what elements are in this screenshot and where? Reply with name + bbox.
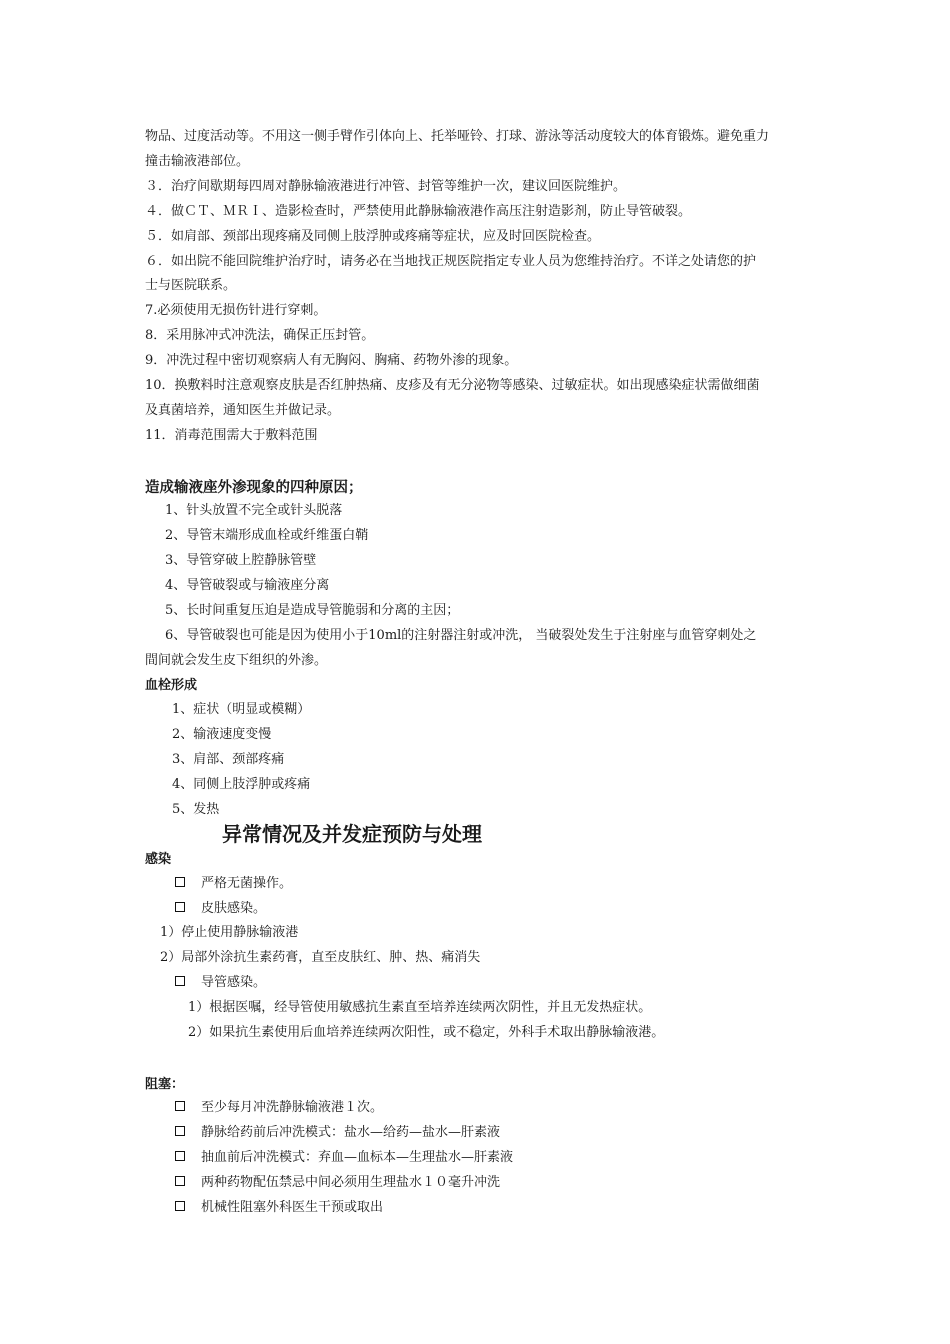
checkbox-bullet-icon (175, 1201, 185, 1211)
checkbox-bullet-icon (175, 902, 185, 912)
list-item: 1）根据医嘱，经导管使用敏感抗生素直至培养连续两次阴性，并且无发热症状。 (188, 1000, 652, 1015)
bullet-item: 导管感染。 (175, 974, 266, 992)
note-item-6: ６．如出院不能回院维护治疗时，请务必在当地找正规医院指定专业人员为您维持治疗。不详之处请您的护 (145, 254, 757, 269)
list-item: 2）局部外涂抗生素药膏，直至皮肤红、肿、热、痛消失 (160, 950, 481, 965)
checkbox-bullet-icon (175, 877, 185, 887)
extravasation-heading: 造成输液座外渗现象的四种原因； (145, 480, 363, 496)
list-item: 2、导管末端形成血栓或纤维蛋白鞘 (165, 528, 369, 543)
note-item-11: 11．消毒范围需大于敷料范围 (145, 428, 318, 443)
note-item-5: ５．如肩部、颈部出现疼痛及同侧上肢浮肿或疼痛等症状，应及时回医院检查。 (145, 229, 601, 244)
bullet-item: 至少每月冲洗静脉输液港１次。 (175, 1099, 383, 1117)
list-item: 6、导管破裂也可能是因为使用小于10ml的注射器注射或冲洗， 当破裂处发生于注射座与血管穿刺处之 (165, 628, 757, 643)
list-item: 4、同侧上肢浮肿或疼痛 (172, 777, 311, 792)
checkbox-bullet-icon (175, 1176, 185, 1186)
thrombus-heading: 血栓形成 (145, 678, 198, 693)
list-item: 1、针头放置不完全或针头脱落 (165, 503, 343, 518)
list-item-continued: 間间就会发生皮下组织的外渗。 (145, 653, 328, 668)
bullet-item: 抽血前后冲洗模式：弃血—血标本—生理盐水—肝素液 (175, 1149, 513, 1167)
note-line: 物品、过度活动等。不用这一侧手臂作引体向上、托举哑铃、打球、游泳等活动度较大的体育锻炼。避免重力 (145, 129, 770, 144)
checkbox-bullet-icon (175, 976, 185, 986)
list-item: 2、输液速度变慢 (172, 727, 272, 742)
checkbox-bullet-icon (175, 1126, 185, 1136)
note-item-8: 8．采用脉冲式冲洗法，确保正压封管。 (145, 328, 375, 343)
checkbox-bullet-icon (175, 1151, 185, 1161)
note-item-7: 7.必须使用无损伤针进行穿刺。 (145, 303, 327, 318)
list-item: 5、长时间重复压迫是造成导管脆弱和分离的主因； (165, 603, 460, 618)
bullet-item: 机械性阻塞外科医生干预或取出 (175, 1199, 383, 1217)
list-item: 1、症状（明显或模糊） (172, 702, 311, 717)
note-item-4: ４．做ＣＴ、ＭＲＩ、造影检查时，严禁使用此静脉输液港作高压注射造影剂，防止导管破裂。 (145, 204, 692, 219)
bullet-item: 两种药物配伍禁忌中间必须用生理盐水１０毫升冲洗 (175, 1174, 500, 1192)
note-item-10: 10．换敷料时注意观察皮肤是否红肿热痛、皮疹及有无分泌物等感染、过敏症状。如出现感染症状需做细菌 (145, 378, 760, 393)
list-item: 3、导管穿破上腔静脉管壁 (165, 553, 317, 568)
bullet-item: 严格无菌操作。 (175, 875, 292, 893)
bullet-item: 静脉给药前后冲洗模式：盐水—给药—盐水—肝素液 (175, 1124, 500, 1142)
list-item: 3、肩部、颈部疼痛 (172, 752, 285, 767)
note-line: 士与医院联系。 (145, 278, 237, 293)
list-item: 2）如果抗生素使用后血培养连续两次阳性，或不稳定，外科手术取出静脉输液港。 (188, 1025, 665, 1040)
blockage-heading: 阻塞： (145, 1077, 185, 1092)
note-item-3: ３．治疗间歇期每四周对静脉输液港进行冲管、封管等维护一次，建议回医院维护。 (145, 179, 627, 194)
list-item: 5、发热 (172, 802, 220, 817)
bullet-item: 皮肤感染。 (175, 900, 266, 918)
note-item-9: 9．冲洗过程中密切观察病人有无胸闷、胸痛、药物外渗的现象。 (145, 353, 518, 368)
section-title: 异常情况及并发症预防与处理 (222, 822, 482, 846)
note-line: 撞击输液港部位。 (145, 154, 250, 169)
infection-heading: 感染 (145, 852, 172, 867)
list-item: 1）停止使用静脉输液港 (160, 925, 299, 940)
checkbox-bullet-icon (175, 1101, 185, 1111)
list-item: 4、导管破裂或与输液座分离 (165, 578, 330, 593)
note-line: 及真菌培养，通知医生并做记录。 (145, 403, 341, 418)
